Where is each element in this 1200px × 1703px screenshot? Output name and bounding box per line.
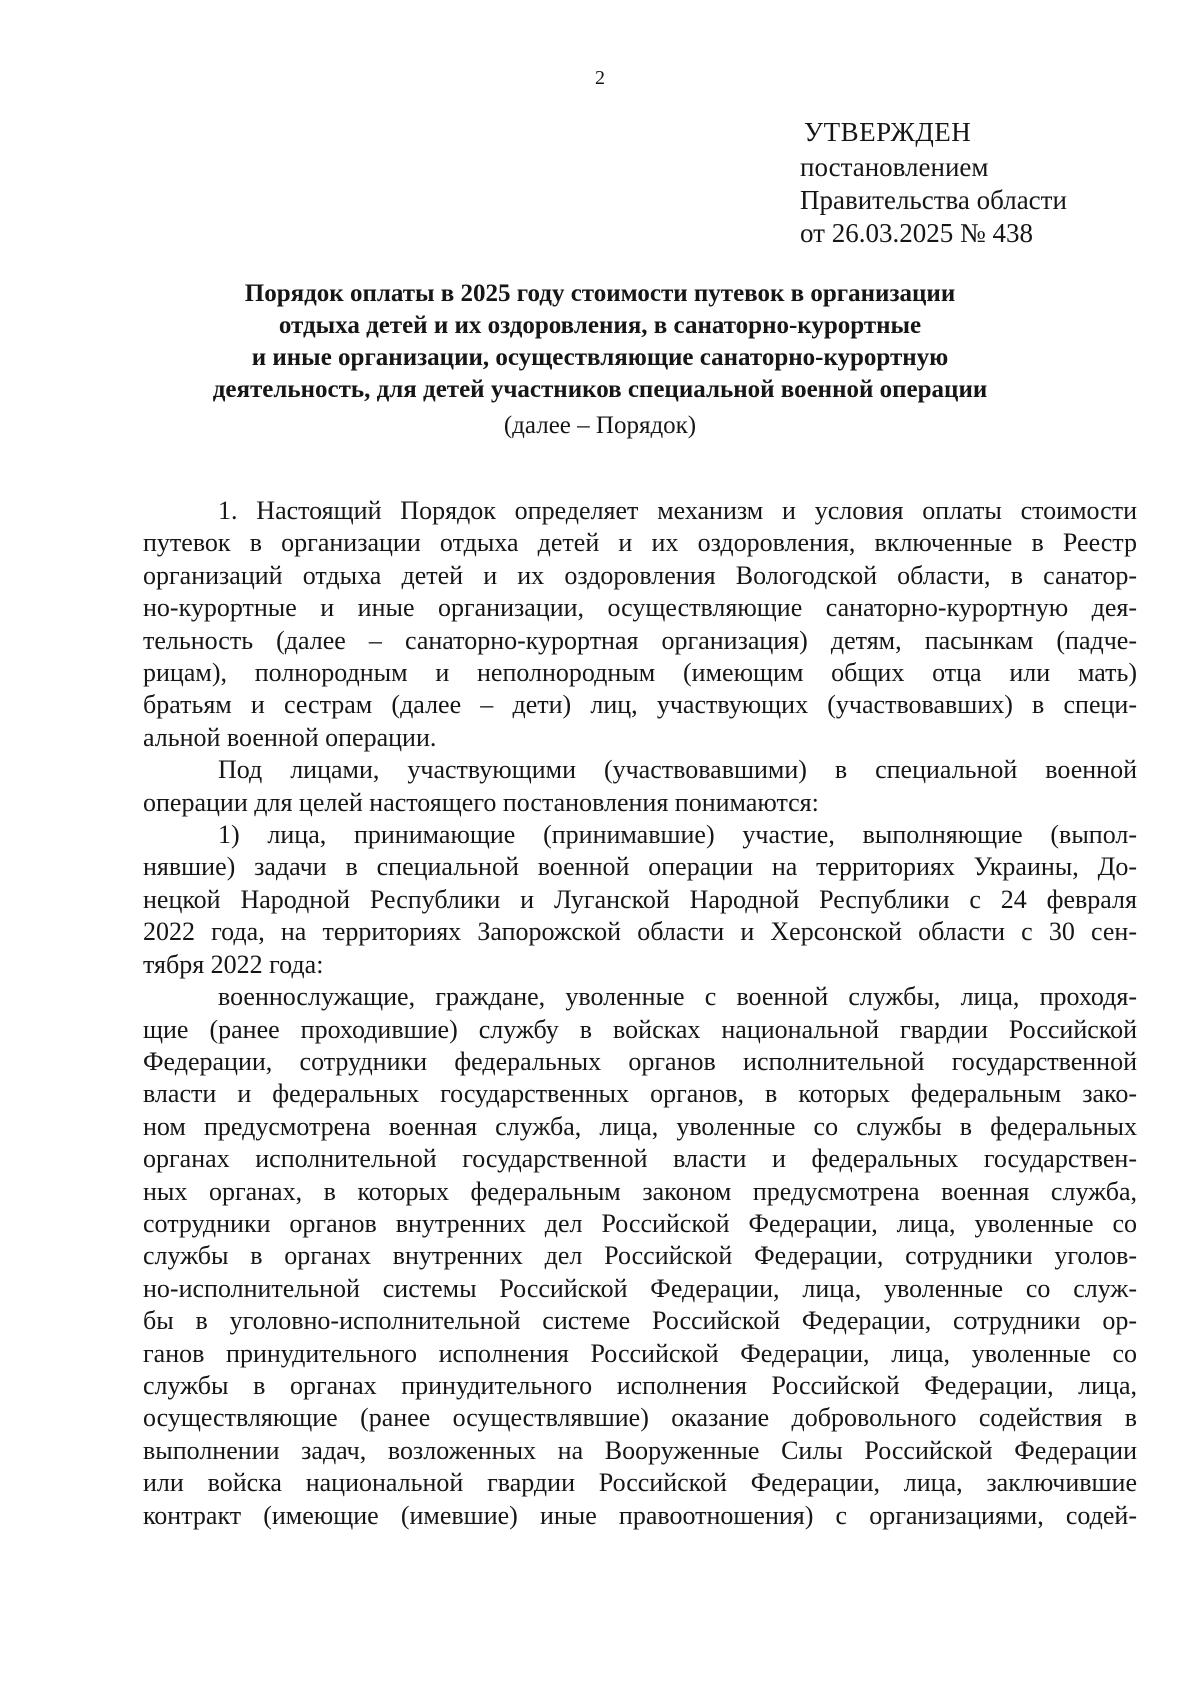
paragraph-line: нявшие) задачи в специальной военной операции на территориях Украины, До- — [143, 852, 1137, 882]
paragraph-line: 1) лица, принимающие (принимавшие) участие, выполняющие (выпол- — [218, 820, 1137, 850]
approval-heading: УТВЕРЖДЕН — [804, 117, 972, 147]
paragraph-line: органах исполнительной государственной власти и федеральных государствен- — [143, 1144, 1137, 1174]
paragraph-line: или войска национальной гвардии Российской Федерации, лица, заключившие — [143, 1468, 1137, 1498]
approval-block — [800, 116, 1180, 250]
paragraph-line: путевок в организации отдыха детей и их оздоровления, включенные в Реестр — [143, 528, 1137, 558]
paragraph-line: Федерации, сотрудники федеральных органов исполнительной государственной — [143, 1046, 1137, 1076]
title-line: отдыха детей и их оздоровления, в санаторно-курортные — [278, 312, 922, 339]
paragraph-line: 2022 года, на территориях Запорожской области и Херсонской области с 30 сен- — [143, 917, 1137, 947]
document-subtitle: (далее – Порядок) — [503, 412, 697, 439]
paragraph-line: службы в органах принудительного исполнения Российской Федерации, лица, — [143, 1370, 1137, 1400]
paragraph-line: осуществляющие (ранее осуществлявшие) оказание добровольного содействия в — [143, 1403, 1137, 1433]
paragraph-line: контракт (имеющие (имевшие) иные правоотношения) с организациями, содей- — [143, 1500, 1137, 1530]
paragraph-line: но-курортные и иные организации, осуществляющие санаторно-курортную дея- — [143, 593, 1137, 623]
paragraph-line: военнослужащие, граждане, уволенные с военной службы, лица, проходя- — [218, 982, 1137, 1012]
paragraph-line: тября 2022 года: — [143, 949, 324, 979]
paragraph-line: организаций отдыха детей и их оздоровления Вологодской области, в санатор- — [143, 560, 1137, 590]
paragraph-line: ных органах, в которых федеральным законом предусмотрена военная служба, — [143, 1176, 1137, 1206]
paragraph-line: щие (ранее проходившие) службу в войсках национальной гвардии Российской — [143, 1014, 1137, 1044]
paragraph-line: братьям и сестрам (далее – дети) лиц, участвующих (участвовавших) в специ- — [143, 690, 1137, 720]
paragraph-line: нецкой Народной Республики и Луганской Народной Республики с 24 февраля — [143, 884, 1137, 914]
paragraph-line: рицам), полнородным и неполнородным (имеющим общих отца или мать) — [143, 658, 1137, 688]
title-line: Порядок оплаты в 2025 году стоимости путевок в организации — [244, 280, 956, 307]
paragraph-line: службы в органах внутренних дел Российской Федерации, сотрудники уголов- — [143, 1241, 1137, 1271]
paragraph-line: 1. Настоящий Порядок определяет механизм и условия оплаты стоимости — [218, 496, 1137, 525]
approval-line: постановлением — [800, 152, 989, 182]
paragraph-line: но-исполнительной системы Российской Федерации, лица, уволенные со служ- — [143, 1273, 1137, 1303]
paragraph-line: операции для целей настоящего постановления понимаются: — [143, 787, 819, 817]
paragraph-line: ганов принудительного исполнения Российской Федерации, лица, уволенные со — [143, 1338, 1137, 1368]
paragraph-line: ном предусмотрена военная служба, лица, уволенные со службы в федеральных — [143, 1111, 1137, 1141]
paragraph-line: тельность (далее – санаторно-курортная организация) детям, пасынкам (падче- — [143, 625, 1137, 655]
paragraph-line: Под лицами, участвующими (участвовавшими) в специальной военной — [218, 755, 1137, 785]
approval-line: от 26.03.2025 № 438 — [800, 218, 1033, 248]
paragraph-line: бы в уголовно-исполнительной системе Российской Федерации, сотрудники ор- — [143, 1306, 1137, 1336]
document-body — [143, 495, 1137, 1532]
paragraph-line: власти и федеральных государственных органов, в которых федеральным зако- — [143, 1079, 1137, 1109]
paragraph-line: сотрудники органов внутренних дел Российской Федерации, лица, уволенные со — [143, 1208, 1137, 1238]
paragraph-line: выполнении задач, возложенных на Вооруженные Силы Российской Федерации — [143, 1435, 1137, 1465]
title-line: деятельность, для детей участников специальной военной операции — [212, 376, 988, 403]
title-line: и иные организации, осуществляющие санаторно-курортную — [251, 344, 949, 371]
paragraph-line: альной военной операции. — [143, 722, 437, 752]
page-number: 2 — [595, 67, 605, 89]
document-title — [150, 278, 1050, 406]
approval-line: Правительства области — [800, 185, 1067, 215]
